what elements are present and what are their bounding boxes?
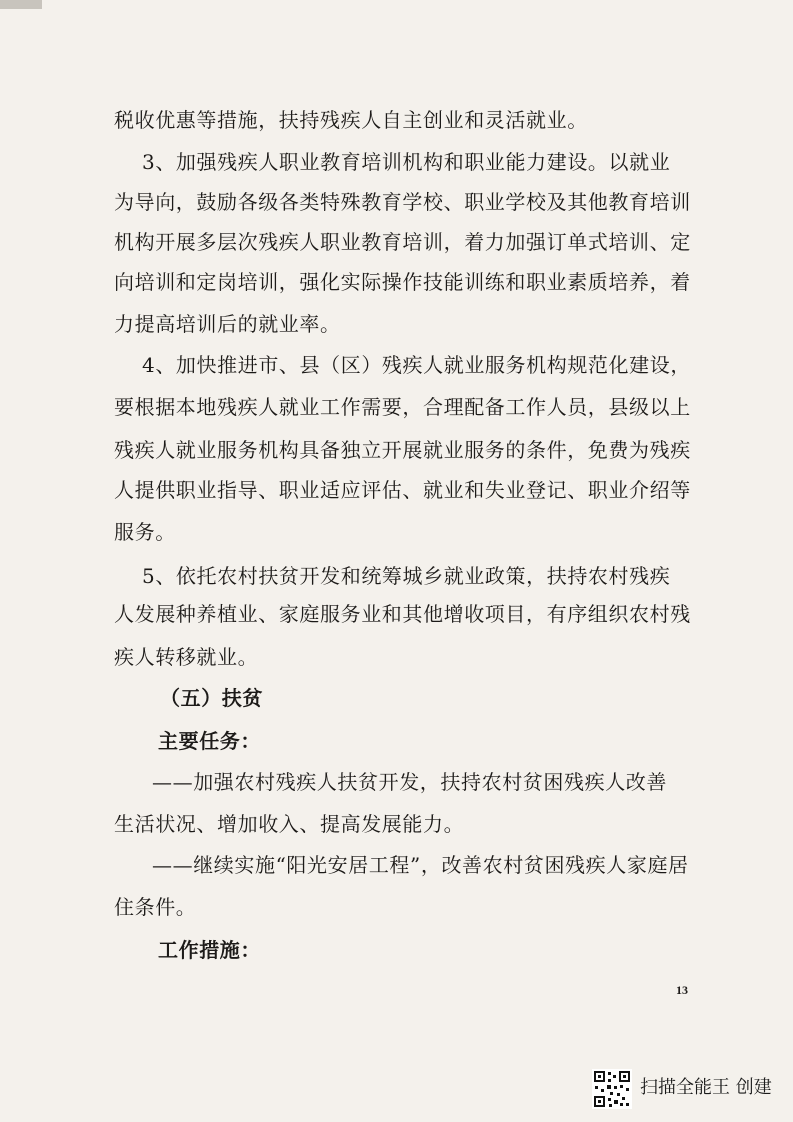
subsection-heading: 工作措施： — [158, 938, 261, 962]
paragraph-line: 服务。 — [114, 520, 176, 544]
paragraph-line: 要根据本地残疾人就业工作需要，合理配备工作人员，县级以上 — [114, 395, 691, 419]
page-number: 13 — [676, 983, 688, 997]
paragraph-line: 机构开展多层次残疾人职业教育培训，着力加强订单式培训、定 — [114, 230, 691, 254]
paragraph-line: 4、加快推进市、县（区）残疾人就业服务机构规范化建设， — [142, 353, 691, 377]
paragraph-line: 人提供职业指导、职业适应评估、就业和失业登记、职业介绍等 — [114, 478, 691, 502]
paragraph-line: 住条件。 — [114, 895, 197, 919]
watermark-label: 扫描全能王 创建 — [640, 1077, 772, 1098]
paragraph-line: 残疾人就业服务机构具备独立开展就业服务的条件，免费为残疾 — [114, 438, 691, 462]
paragraph-line: 向培训和定岗培训，强化实际操作技能训练和职业素质培养，着 — [114, 270, 691, 294]
section-heading: （五）扶贫 — [160, 686, 263, 710]
subsection-heading: 主要任务： — [158, 729, 261, 753]
paragraph-line: 生活状况、增加收入、提高发展能力。 — [114, 812, 465, 836]
paragraph-line: ——加强农村残疾人扶贫开发，扶持农村贫困残疾人改善 — [152, 770, 667, 794]
paragraph-line: 为导向，鼓励各级各类特殊教育学校、职业学校及其他教育培训 — [114, 190, 691, 214]
paragraph-line: 疾人转移就业。 — [114, 645, 259, 669]
qr-code-icon — [592, 1069, 632, 1109]
paragraph-line: 3、加强残疾人职业教育培训机构和职业能力建设。以就业 — [142, 150, 671, 174]
scanner-watermark — [592, 1069, 782, 1113]
paragraph-line: ——继续实施“阳光安居工程”，改善农村贫困残疾人家庭居 — [152, 853, 689, 877]
paragraph-line: 5、依托农村扶贫开发和统筹城乡就业政策，扶持农村残疾 — [142, 564, 671, 588]
paragraph-line: 力提高培训后的就业率。 — [114, 312, 341, 336]
paragraph-line: 人发展种养植业、家庭服务业和其他增收项目，有序组织农村残 — [114, 602, 691, 626]
paragraph-line: 税收优惠等措施，扶持残疾人自主创业和灵活就业。 — [114, 108, 588, 132]
